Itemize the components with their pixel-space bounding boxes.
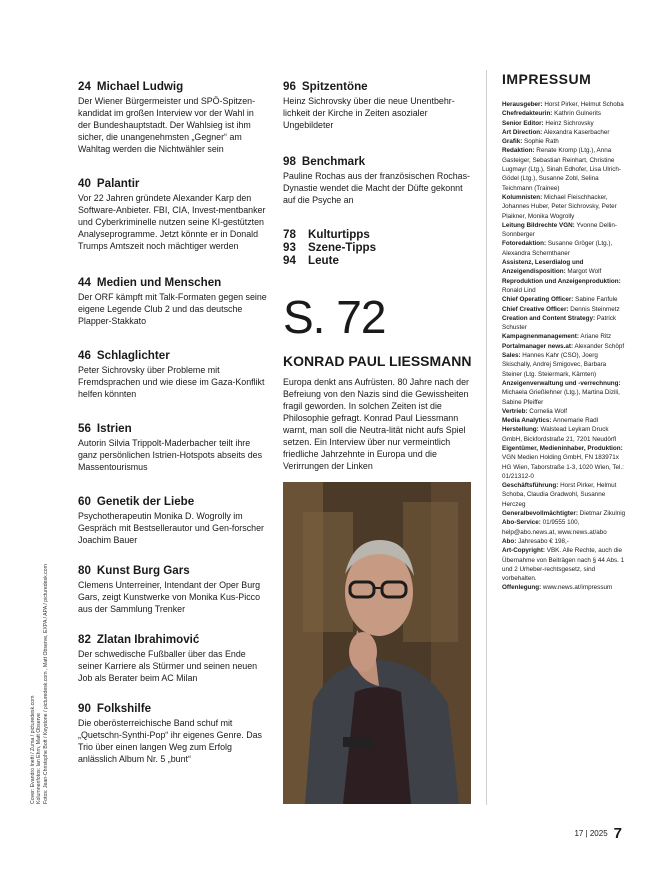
short-item: [283, 228, 473, 241]
impressum-label: Anzeigenverwaltung und -verrechnung:: [502, 379, 621, 387]
impressum-entry: [502, 137, 627, 146]
contents-entry: [78, 80, 268, 155]
impressum-value: Ronald Lind: [502, 286, 536, 294]
entry-text: Peter Sichrovsky über Probleme mit Fremdsprachen und wie diese im Gaza-Konflikt helfen könnten: [78, 365, 265, 399]
impressum-value: Heinz Sichrovsky: [543, 119, 594, 127]
impressum-value: Alexandra Kaserbacher: [542, 128, 610, 136]
entry-heading: [283, 80, 473, 94]
contents-column-left: [78, 80, 268, 781]
contents-entry: [78, 495, 268, 546]
impressum-value: Michael Fleischhacker, Johannes Huber, Peter Sichrovsky, Peter Plaikner, Monika Wogrolly: [502, 193, 617, 220]
impressum-entry: [502, 537, 627, 546]
entry-page-number: 90: [78, 702, 91, 715]
entry-title: Kunst Burg Gars: [96, 564, 190, 577]
impressum-entry: [502, 379, 627, 407]
entry-title: Folkshilfe: [96, 702, 152, 715]
impressum-label: Generalbevollmächtigter:: [502, 510, 578, 518]
impressum-value: Patrick Schuster: [502, 314, 617, 332]
short-item-page: 94: [283, 254, 296, 267]
entry-title: Medien und Menschen: [96, 276, 222, 289]
entry-page-number: 24: [78, 80, 91, 93]
contents-entry: [283, 80, 473, 131]
impressum-value: www.news.at/impressum: [541, 584, 613, 592]
entry-page-number: 44: [78, 276, 91, 289]
entry-text: Vor 22 Jahren gründete Alexander Karp den Software-Anbieter. FBI, CIA, Invest-mentbanker und Cyberkriminelle nutzen seine KI-gestützten Analyseprogramme. Jetzt könnte er in Donald Trumps Amtszeit noch mächtiger werden: [78, 193, 266, 251]
feature-title: KONRAD PAUL LIESSMANN: [283, 353, 472, 369]
entry-page-number: 46: [78, 349, 91, 362]
contents-entry: [78, 349, 268, 400]
impressum-entry: [502, 425, 627, 444]
entry-text: Clemens Unterreiner, Intendant der Oper Burg Gars, zeigt Kunstwerke von Monika Kus-Picco aus der Sammlung Trenker: [78, 580, 261, 614]
short-item-title: Leute: [308, 254, 339, 267]
impressum-value: Sophie Rath: [522, 138, 559, 146]
impressum-entry: [502, 128, 627, 137]
impressum-entry: [502, 221, 627, 240]
contents-column-middle: [283, 80, 473, 804]
impressum-value: Margot Wolf: [565, 268, 602, 276]
entry-heading: [78, 564, 268, 578]
entry-title: Palantir: [96, 177, 140, 190]
entry-title: Spitzentöne: [301, 80, 368, 93]
impressum-label: Creation and Content Strategy:: [502, 314, 596, 322]
contents-entry: [78, 633, 268, 684]
impressum-value: VBK. Alle Rechte, auch die Übernahme von Beiträgen nach § 44 Abs. 1 und 2 Urheber-rechtsgesetz, sind vorbehalten.: [502, 547, 625, 583]
feature-text: Europa denkt ans Aufrüsten. 80 Jahre nach der Befreiung von den Nazis sind die Gewissheiten fragil geworden. In solchen Zeiten ist die Philosophie gefragt. Konrad Paul Liessmann warnt, man soll die Neutra-lität nicht aufs Spiel setzen. Ein Interview über nur vermeintlich friedliche Jahrzehnte in Europa und die Verirrungen der Linken: [283, 377, 470, 471]
entry-text: Pauline Rochas aus der französischen Rochas-Dynastie wendet die Macht der Düfte gekonnt auf die Psyche an: [283, 171, 470, 205]
impressum-label: Chefredakteurin:: [502, 110, 553, 118]
impressum-label: Kampagnenmanagement:: [502, 333, 579, 341]
impressum-value: Renate Kromp (Ltg.), Anna Gasteiger, Sebastian Reinhart, Christine Lugmayr (Ltg.), Sinah Edhofer, Lisa Ulrich-Gödel (Ltg.), Susanne Zobl, Selina Teichmann (Trainee): [502, 147, 621, 192]
contents-entry: [78, 177, 268, 252]
entry-page-number: 40: [78, 177, 91, 190]
entry-text: Psychotherapeutin Monika D. Wogrolly im Gespräch mit Bestsellerautor und Gen-forscher Joachim Bauer: [78, 511, 264, 545]
impressum-label: Leitung Bildrechte VGN:: [502, 221, 575, 229]
entry-heading: [283, 155, 473, 169]
impressum-label: Reproduktion und Anzeigenproduktion:: [502, 277, 621, 285]
impressum-entry: [502, 100, 627, 109]
impressum-value: Dietmar Zikulnig: [577, 510, 626, 518]
contents-entry: [78, 564, 268, 615]
entry-page-number: 56: [78, 422, 91, 435]
impressum-value: Sabine Fanfule: [573, 296, 618, 304]
entry-text: Der Wiener Bürgermeister und SPÖ-Spitzen-kandidat im großen Interview vor der Wahl in der Bundeshauptstadt. Der Wahlsieg ist ihm sicher, die unangenehmsten „Gegner“ am Wahltag werden die Nichtwähler sein: [78, 96, 256, 154]
impressum-value: Annemarie Radl: [551, 417, 599, 425]
impressum-entry: [502, 277, 627, 296]
impressum-label: Chief Operating Officer:: [502, 296, 574, 304]
impressum-entry: [502, 509, 627, 518]
impressum-value: Susanne Gröger (Ltg.), Alexandra Schernthaner: [502, 240, 613, 257]
impressum-label: Geschäftsführung:: [502, 482, 559, 490]
impressum-label: Art Direction:: [502, 128, 543, 136]
credits-line: Kolumnenfotos: Ian Ehm, Matt Observe: [36, 713, 43, 804]
impressum-label: Herausgeber:: [502, 101, 543, 108]
impressum-entry: [502, 481, 627, 509]
short-items-list: [283, 228, 473, 267]
feature-page-number: S. 72: [283, 291, 386, 343]
entry-title: Schlaglichter: [96, 349, 170, 362]
impressum-entry: [502, 305, 627, 314]
entry-heading: [78, 80, 268, 94]
impressum-entry: [502, 583, 627, 592]
impressum-label: Abo-Service:: [502, 519, 541, 527]
short-item: [283, 254, 473, 267]
impressum-entry: [502, 416, 627, 425]
impressum-list: [502, 100, 627, 593]
entry-heading: [78, 177, 268, 191]
portrait-illustration: [283, 482, 471, 804]
impressum-entry: [502, 239, 627, 258]
impressum-label: Redaktion:: [502, 147, 535, 155]
impressum-label: Abo:: [502, 537, 517, 545]
impressum-label: Sales:: [502, 352, 521, 360]
impressum-value: Ariane Ritz: [578, 333, 612, 341]
contents-entry: [78, 702, 268, 765]
column-divider: [486, 70, 487, 805]
impressum-label: Portalmanager news.at:: [502, 342, 574, 350]
contents-entry: [78, 276, 268, 327]
impressum-label: Vertrieb:: [502, 407, 528, 415]
impressum-entry: [502, 332, 627, 341]
entry-text: Der ORF kämpft mit Talk-Formaten gegen seine eigene Legende Club 2 und das deutsche Plapper-Stakkato: [78, 292, 267, 326]
issue-label: 17 | 2025: [574, 829, 608, 838]
photo-credits: [30, 504, 60, 804]
impressum-entry: [502, 146, 627, 192]
impressum-value: Hannes Kahr (CSO), Joerg Skischally, Andrej Smigovec, Barbara Steiner (Ltg. Steiermark, Kärnten): [502, 352, 607, 378]
impressum-entry: [502, 444, 627, 481]
impressum-value: Jahresabo € 198,-: [516, 537, 569, 545]
short-item-title: Kulturtipps: [308, 228, 370, 241]
entry-heading: [78, 702, 268, 716]
impressum-label: Fotoredaktion:: [502, 240, 547, 248]
credits-line: Fotos: Jean-Christophe Bott / Keystone / picturedesk.com , Matt Observe, EXPA / APA / picturedesk.com: [42, 564, 49, 804]
impressum-entry: [502, 314, 627, 333]
entry-title: Benchmark: [301, 155, 366, 168]
impressum-value: Alexander Schöpf: [573, 342, 625, 350]
impressum-entry: [502, 258, 627, 277]
short-item-page: 78: [283, 228, 296, 241]
entry-text: Autorin Silvia Trippolt-Maderbacher teilt ihre ganz persönlichen Istrien-Hotspots abseits des Massentourismus: [78, 438, 263, 472]
impressum-value: Horst Pirker, Helmut Schoba, Claudia Gradwohl, Susanne Herczeg: [502, 482, 617, 508]
contents-entry: [283, 155, 473, 206]
impressum-entry: [502, 109, 627, 118]
entry-heading: [78, 495, 268, 509]
contents-entry: [78, 422, 268, 473]
impressum-entry: [502, 518, 627, 537]
impressum-title: IMPRESSUM: [502, 71, 592, 87]
page-footer: [574, 825, 622, 842]
impressum-value: 01/9555 100, help@abo.news.at, www.news.at/abo: [502, 519, 607, 536]
impressum-entry: [502, 546, 627, 583]
impressum-column: [502, 70, 627, 593]
entry-heading: [78, 633, 268, 647]
impressum-entry: [502, 407, 627, 416]
entry-heading: [78, 349, 268, 363]
portrait-photo: [283, 482, 471, 804]
impressum-label: Assistenz, Leserdialog und Anzeigendisposition:: [502, 259, 584, 276]
impressum-entry: [502, 193, 627, 221]
impressum-value: Horst Pirker, Helmut Schoba: [542, 101, 624, 108]
impressum-entry: [502, 342, 627, 351]
entry-title: Istrien: [96, 422, 132, 435]
short-item-title: Szene-Tipps: [308, 241, 377, 254]
entry-page-number: 96: [283, 80, 296, 93]
short-item: [283, 241, 473, 254]
impressum-label: Eigentümer, Medieninhaber, Produktion:: [502, 444, 623, 452]
entry-title: Zlatan Ibrahimović: [96, 633, 200, 646]
entry-page-number: 82: [78, 633, 91, 646]
impressum-value: VGN Medien Holding GmbH, FN 183971x HG Wien, Taborstraße 1-3, 1020 Wien, Tel.: 01/21312-0: [502, 454, 624, 480]
entry-page-number: 60: [78, 495, 91, 508]
impressum-value: Yvonne Dellin-Sonnberger: [502, 221, 618, 239]
impressum-label: Media Analytics:: [502, 417, 552, 425]
entry-text: Die oberösterreichische Band schuf mit „Quetschn-Synthi-Pop“ ihr eigenes Genre. Das Trio über einen langen Weg zum Erfolg anlässlich Album Nr. 5 „bunt“: [78, 718, 262, 764]
impressum-entry: [502, 295, 627, 304]
impressum-value: Dennis Steinmetz: [568, 305, 620, 313]
impressum-value: Cornelia Wolf: [527, 407, 567, 415]
impressum-entry: [502, 119, 627, 128]
entry-page-number: 80: [78, 564, 91, 577]
entry-page-number: 98: [283, 155, 296, 168]
entry-title: Genetik der Liebe: [96, 495, 195, 508]
impressum-label: Kolumnisten:: [502, 193, 543, 201]
credits-line: Cover: Evandro Inetti / Zuma / picturedesk.com: [30, 695, 36, 804]
impressum-label: Herstellung:: [502, 426, 539, 434]
impressum-label: Senior Editor:: [502, 119, 544, 127]
entry-heading: [78, 276, 268, 290]
impressum-label: Offenlegung:: [502, 584, 542, 592]
entry-text: Der schwedische Fußballer über das Ende seiner Karriere als Stürmer und seinen neuen Job als Berater beim AC Milan: [78, 649, 258, 683]
impressum-label: Chief Creative Officer:: [502, 305, 569, 313]
entry-title: Michael Ludwig: [96, 80, 184, 93]
short-item-page: 93: [283, 241, 296, 254]
impressum-value: Walstead Leykam Druck GmbH, Bickfordstraße 21, 7201 Neudörfl: [502, 426, 617, 443]
impressum-label: Grafik:: [502, 138, 523, 146]
entry-text: Heinz Sichrovsky über die neue Unentbehr-lichkeit der Kirche in Zeiten asozialer Ungebildeter: [283, 96, 455, 130]
impressum-label: Art-Copyright:: [502, 547, 546, 555]
impressum-value: Kathrin Gulnerits: [552, 110, 602, 118]
page-number: 7: [613, 825, 622, 842]
impressum-value: Michaela Grießlehner (Ltg.), Martina Dizili, Sabine Pfeiffer: [502, 389, 620, 406]
impressum-entry: [502, 351, 627, 379]
entry-heading: [78, 422, 268, 436]
